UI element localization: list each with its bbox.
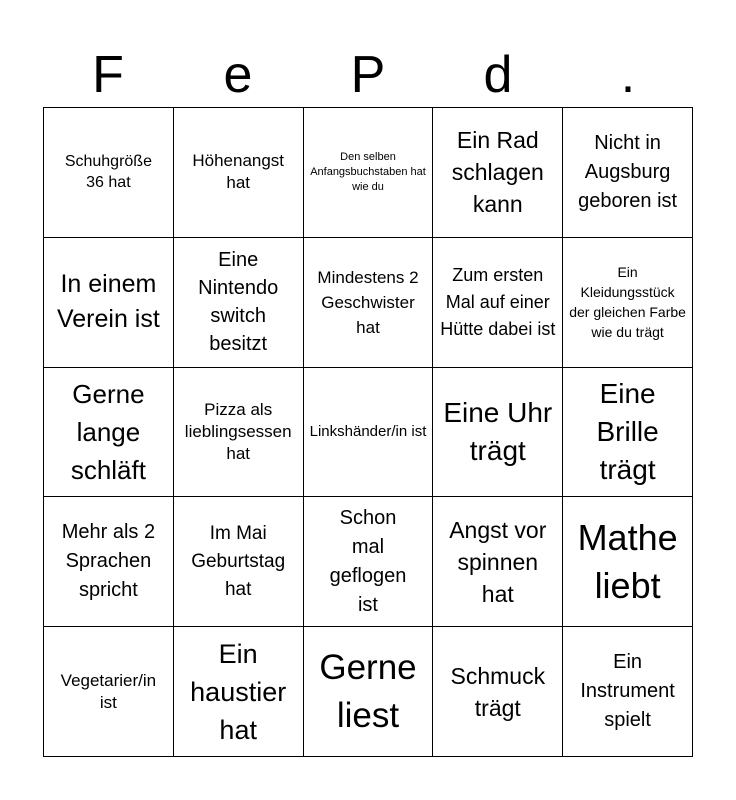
bingo-cell-r2c5[interactable] xyxy=(563,238,693,368)
title-letter-5: . xyxy=(620,46,636,104)
bingo-board xyxy=(43,107,693,757)
bingo-cell-r3c1[interactable] xyxy=(44,368,174,498)
cell-text: Höhenangst hat xyxy=(192,151,285,193)
cell-text: Gerne lange schläft xyxy=(70,378,146,485)
bingo-cell-r1c3[interactable] xyxy=(304,108,434,238)
cell-text: Pizza als lieblingsessen hat xyxy=(184,399,292,463)
cell-text: Gerne liest xyxy=(319,647,417,735)
cell-text: Schuhgröße 36 hat xyxy=(64,153,152,192)
cell-text: Eine Uhr trägt xyxy=(443,396,553,466)
cell-text: Mindestens 2 Geschwister hat xyxy=(317,267,419,337)
bingo-cell-r2c3[interactable] xyxy=(304,238,434,368)
cell-text: Angst vor spinnen hat xyxy=(449,516,547,607)
cell-text: Mehr als 2 Sprachen spricht xyxy=(61,521,156,602)
bingo-cell-r1c2[interactable] xyxy=(174,108,304,238)
bingo-cell-r3c5[interactable] xyxy=(563,368,693,498)
bingo-cell-r5c1[interactable] xyxy=(44,627,174,757)
bingo-cell-r5c5[interactable] xyxy=(563,627,693,757)
bingo-cell-r4c5[interactable] xyxy=(563,497,693,627)
cell-text: In einem Verein ist xyxy=(56,270,160,334)
title-letter-2: e xyxy=(223,46,253,104)
cell-text: Linkshänder/in ist xyxy=(309,423,427,441)
cell-text: Eine Nintendo switch besitzt xyxy=(198,249,279,356)
bingo-cell-r4c1[interactable] xyxy=(44,497,174,627)
cell-text: Zum ersten Mal auf einer Hütte dabei ist xyxy=(440,264,556,339)
cell-text: Ein haustier hat xyxy=(190,638,287,745)
bingo-cell-r3c4[interactable] xyxy=(433,368,563,498)
bingo-cell-r1c5[interactable] xyxy=(563,108,693,238)
bingo-title xyxy=(43,44,693,106)
cell-text: Ein Instrument spielt xyxy=(580,651,675,732)
title-letter-3: P xyxy=(350,46,386,104)
bingo-cell-r3c3[interactable] xyxy=(304,368,434,498)
bingo-cell-r5c3[interactable] xyxy=(304,627,434,757)
bingo-cell-r2c4[interactable] xyxy=(433,238,563,368)
cell-text: Eine Brille trägt xyxy=(596,377,659,485)
bingo-cell-r2c2[interactable] xyxy=(174,238,304,368)
cell-text: Im Mai Geburtstag hat xyxy=(191,522,286,600)
bingo-cell-r4c3[interactable] xyxy=(304,497,434,627)
cell-text: Ein Rad schlagen kann xyxy=(451,127,544,218)
bingo-cell-r2c1[interactable] xyxy=(44,238,174,368)
bingo-cell-r5c2[interactable] xyxy=(174,627,304,757)
cell-text: Ein Kleidungsstück der gleichen Farbe wie du trägt xyxy=(569,264,686,341)
bingo-cell-r4c2[interactable] xyxy=(174,497,304,627)
cell-text: Nicht in Augsburg geboren ist xyxy=(578,131,678,212)
bingo-cell-r1c1[interactable] xyxy=(44,108,174,238)
bingo-cell-r4c4[interactable] xyxy=(433,497,563,627)
cell-text: Schon mal geflogen ist xyxy=(329,506,407,616)
cell-text: Schmuck trägt xyxy=(450,662,546,721)
cell-text: Vegetarier/in ist xyxy=(60,670,157,712)
bingo-cell-r5c4[interactable] xyxy=(433,627,563,757)
title-letter-4: d xyxy=(483,46,513,104)
bingo-cell-r3c2[interactable] xyxy=(174,368,304,498)
cell-text: Den selben Anfangsbuchstaben hat wie du xyxy=(310,150,426,193)
title-letter-1: F xyxy=(92,46,124,104)
bingo-cell-r1c4[interactable] xyxy=(433,108,563,238)
cell-text: Mathe liebt xyxy=(577,516,678,606)
